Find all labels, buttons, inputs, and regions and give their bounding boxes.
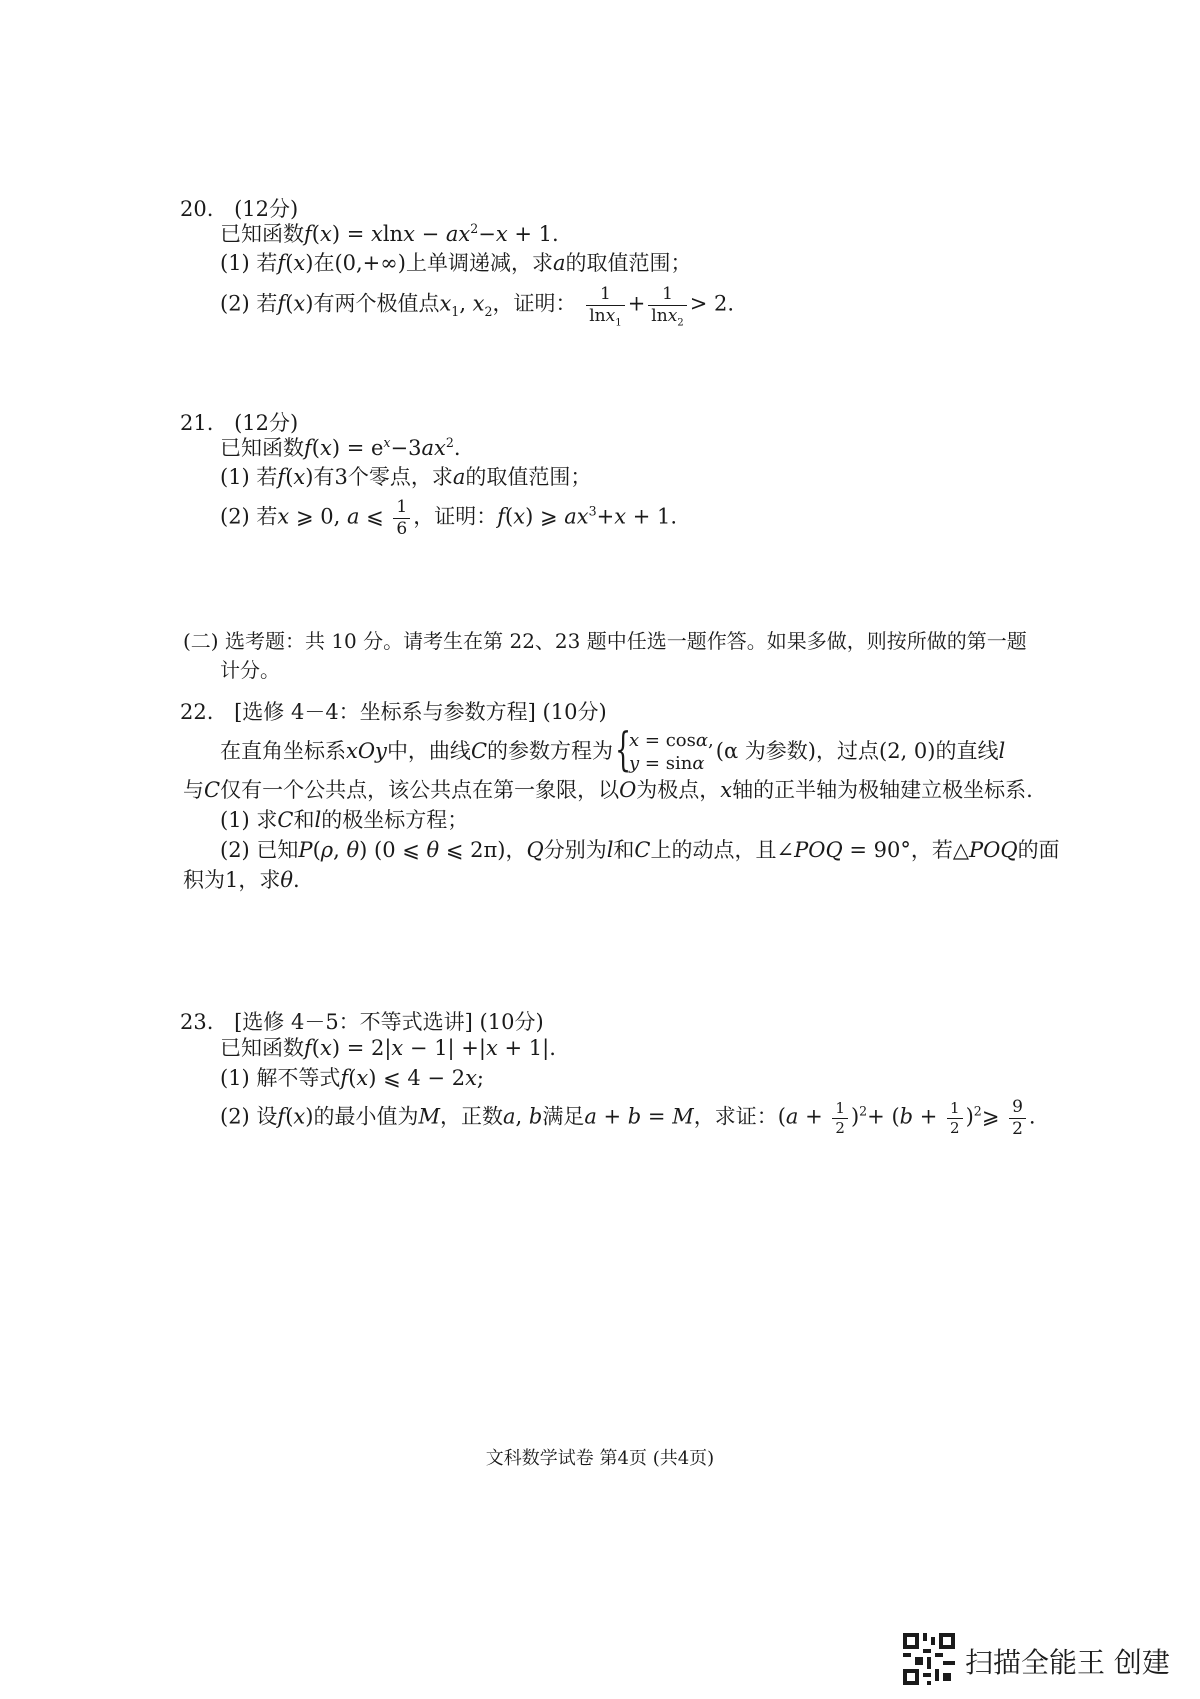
fraction: $\frac{1}{6}$ — [393, 498, 410, 538]
q23-header — [180, 1006, 544, 1036]
q20-header — [180, 193, 298, 223]
fraction: $\frac{1}{\ln x_1}$ — [586, 285, 624, 325]
q21-stem-text: 已知函数 — [220, 436, 304, 460]
q20-part1-mid: 在 — [313, 251, 335, 275]
q22-line2-text: 与 — [183, 778, 204, 802]
q21-score: (12分) — [234, 411, 299, 435]
q20-stem: 已知函数$f(x) = xlnx - ax^2-x + 1$. — [220, 221, 559, 246]
section2-line2: 计分。 — [220, 658, 280, 682]
q21-part1-end: 的取值范围； — [465, 465, 592, 489]
q22-line2: 与C仅有一个公共点，该公共点在第一象限，以O为极点，x轴的正半轴为极轴建立极坐标系. — [183, 778, 1033, 802]
q22-header — [180, 696, 607, 726]
q22-part2-mid: ， — [505, 838, 527, 862]
q22-part1: (1) 求C和l的极坐标方程； — [220, 808, 469, 832]
q21-header — [180, 407, 298, 437]
q23-stem-text: 已知函数 — [220, 1036, 304, 1060]
q23-part1-text: (1) 解不等式 — [220, 1066, 341, 1090]
q23-part2-mid: 的最小值为 — [313, 1104, 419, 1129]
fraction: $\frac{9}{2}$ — [1009, 1098, 1026, 1138]
q23-stem: 已知函数f(x) = 2|x − 1| +|x + 1|. — [220, 1036, 556, 1060]
q20-stem-text: 已知函数 — [220, 222, 304, 246]
q22-line5-text: 积为1，求 — [183, 868, 281, 892]
q22-line1-text: 在直角坐标系 — [220, 739, 346, 763]
q23-part2: (2) 设f(x)的最小值为M，正数a, b满足a + b = M，求证：(a + $\frac{1}{2}$ )$^2$+ (b + $\frac{1}{2}$ )$^2$⩾ $\frac{9}{2}$ . — [220, 1097, 1036, 1139]
q22-title: [选修 4－4：坐标系与参数方程] (10分) — [234, 700, 607, 724]
fraction: $\frac{1}{\ln x_2}$ — [648, 285, 686, 325]
q22-number: 22. — [180, 700, 214, 724]
q23-number: 23. — [180, 1010, 214, 1034]
parametric-system: { x = cosα, y = sinα — [615, 722, 714, 776]
q20-part2: (2) 若f(x)有两个极值点$x_1$, $x_2$，证明： $\frac{1}{\ln x_1}$ + $\frac{1}{\ln x_2}$ > 2. — [220, 284, 735, 329]
qr-code-icon — [903, 1633, 955, 1685]
q20-number: 20. — [180, 197, 214, 221]
q20-part2-mid: 有两个极值点 — [313, 291, 440, 316]
q22-line1-mid: 中，曲线 — [386, 739, 471, 763]
q22-part1-text: (1) 求 — [220, 808, 278, 832]
q22-part1-mid: 和 — [293, 808, 315, 832]
q21-part1-text: (1) 若 — [220, 465, 278, 489]
q23-part2-mid3: 满足 — [542, 1104, 585, 1129]
q20-part2-text: (2) 若 — [220, 291, 278, 316]
q22-line2-mid: 仅有一个公共点，该公共点在第一象限，以 — [220, 778, 620, 802]
q20-part1-text: (1) 若 — [220, 251, 278, 275]
q23-part2-mid4: ，求证： — [693, 1104, 778, 1129]
q21-part2-text: (2) 若 — [220, 504, 278, 529]
q22-part2-mid5: ，若 — [910, 838, 953, 862]
q21-part2: (2) 若x ⩾ 0, a ⩽ $\frac{1}{6}$ ，证明：f(x) ⩾ $ax^3+x + 1$. — [220, 497, 678, 539]
q22-line1-param: (α 为参数)，过点 — [715, 739, 879, 763]
q22-line1-end: 的直线 — [935, 739, 999, 763]
q23-part2-mid2: ，正数 — [439, 1104, 503, 1129]
q22-part1-end: 的极坐标方程； — [321, 808, 469, 832]
watermark-text: 扫描全能王 创建 — [965, 1646, 1170, 1679]
q22-line1-mid2: 的参数方程为 — [487, 739, 614, 763]
q22-line2-mid2: 为极点， — [636, 778, 721, 802]
q22-line1: 在直角坐标系xOy中，曲线C的参数方程为 { x = cosα, y = sinα (α 为参数)，过点(2, 0)的直线l — [220, 722, 1006, 776]
fraction: $\frac{1}{2}$ — [947, 1100, 963, 1136]
q23-title: [选修 4－5：不等式选讲] (10分) — [234, 1010, 544, 1034]
q21-part1: (1) 若f(x)有3个零点，求a的取值范围； — [220, 465, 592, 489]
q20-part2-suffix: ，证明： — [492, 291, 577, 316]
q22-part2-mid3: 和 — [613, 838, 635, 862]
q22-part2-text: (2) 已知 — [220, 838, 299, 862]
q21-part2-suffix: ，证明： — [413, 504, 498, 529]
page-footer: 文科数学试卷 第4页 (共4页) — [485, 1448, 715, 1469]
q21-number: 21. — [180, 411, 214, 435]
q21-part1-mid: 有3个零点，求 — [313, 465, 453, 489]
q23-part2-text: (2) 设 — [220, 1104, 278, 1129]
q22-line2-end: 轴的正半轴为极轴建立极坐标系. — [732, 778, 1033, 802]
fraction: $\frac{1}{2}$ — [832, 1100, 848, 1136]
q20-part1-end: 的取值范围； — [565, 251, 692, 275]
q22-part2-mid4: 上的动点，且 — [650, 838, 777, 862]
q22-part2-end: 的面 — [1017, 838, 1060, 862]
section2-line1: (二) 选考题：共 10 分。请考生在第 22、23 题中任选一题作答。如果多做，则按所做的第一题 — [183, 629, 1027, 653]
q22-line5: 积为1，求θ. — [183, 868, 300, 892]
q21-stem: 已知函数$f(x) = e^x-3ax^2$. — [220, 435, 461, 460]
q20-score: (12分) — [234, 197, 299, 221]
scanner-watermark — [903, 1631, 1173, 1691]
q20-part1-suffix: 上单调递减，求 — [405, 251, 553, 275]
q20-part1: (1) 若f(x)在(0,+∞)上单调递减，求a的取值范围； — [220, 251, 692, 275]
q22-part2: (2) 已知P(ρ, θ) (0 ⩽ θ ⩽ 2π)，Q分别为l和C上的动点，且∠POQ = 90°，若△POQ的面 — [220, 838, 1060, 862]
q22-part2-mid2: 分别为 — [543, 838, 607, 862]
q23-part1: (1) 解不等式f(x) ⩽ 4 − 2x; — [220, 1066, 484, 1090]
